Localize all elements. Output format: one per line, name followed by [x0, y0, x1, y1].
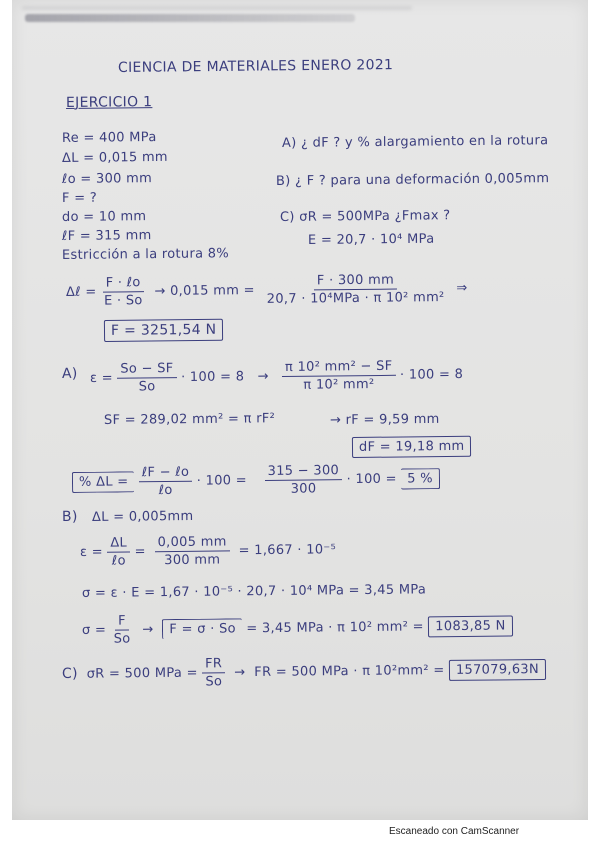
elongation-den: ℓo: [158, 482, 173, 499]
given-f: F = ?: [61, 190, 98, 206]
page-title: CIENCIA DE MATERIALES ENERO 2021: [117, 57, 394, 76]
given-re: Re = 400 MPa: [61, 130, 157, 146]
b-strain-fraction: [107, 535, 130, 568]
b-strain-eq: =: [134, 544, 146, 560]
part-b-dl: ΔL = 0,005mm: [91, 508, 194, 525]
elongation-lhs: % ΔL =: [72, 471, 135, 493]
b-strain-result: = 1,667 · 10⁻⁵: [238, 542, 337, 559]
youngs-modulus: E = 20,7 · 10⁴ MPa: [307, 231, 435, 248]
elongation-result: 5 %: [401, 468, 440, 489]
strain-fraction: [117, 361, 177, 395]
part-a-label: A): [61, 365, 78, 382]
stress-force-eq: [82, 609, 513, 647]
implies-arrow: ⇒: [456, 280, 468, 296]
c-num: FR: [202, 656, 225, 673]
elongation-den2: 300: [290, 481, 317, 497]
equation-force: [66, 272, 468, 309]
stress2-den: So: [113, 631, 131, 647]
scan-artifact: [22, 6, 412, 10]
strain-num: So − SF: [117, 361, 176, 379]
given-lo: ℓo = 300 mm: [61, 171, 153, 187]
c-result: 157079,63N: [449, 659, 546, 681]
part-c-eq: [62, 653, 546, 691]
part-c-label: C): [61, 665, 78, 682]
question-b: B) ¿ F ? para una deformación 0,005mm: [275, 171, 550, 189]
eq1-den2: 20,7 · 10⁴MPa · π 10² mm²: [266, 290, 445, 307]
strain-den2: π 10² mm²: [303, 377, 375, 393]
elongation-eq: [72, 462, 440, 499]
redacted-header-strip: [25, 14, 355, 22]
camscanner-footer: Escaneado con CamScanner: [389, 826, 520, 837]
eq1-fraction: [101, 275, 146, 308]
question-a: A) ¿ dF ? y % alargamiento en la rotura: [281, 133, 549, 151]
elongation-num: ℓF − ℓo: [139, 465, 193, 483]
result-force-box: F = 3251,54 N: [104, 319, 224, 342]
elongation-mid: · 100 =: [196, 473, 248, 489]
c-arrow: →: [234, 665, 246, 681]
b-strain-den2: 300 mm: [164, 552, 221, 569]
strain-mid: · 100 = 8: [180, 369, 245, 386]
stress-line: σ = ε · E = 1,67 · 10⁻⁵ · 20,7 · 10⁴ MPa = 3,45 MPa: [81, 582, 427, 601]
b-strain-den: ℓo: [111, 553, 126, 569]
eq1-arrow: → 0,015 mm =: [154, 283, 255, 300]
b-strain-num: ΔL: [107, 535, 130, 552]
b-strain-num2: 0,005 mm: [154, 534, 229, 552]
c-fraction: [202, 656, 225, 689]
stress2-num: F: [115, 614, 129, 631]
strain-arrow: →: [257, 369, 269, 385]
question-c: C) σR = 500MPa ¿Fmax ?: [279, 208, 451, 225]
final-radius: → rF = 9,59 mm: [329, 411, 440, 428]
given-rf: ℓF = 315 mm: [61, 228, 152, 244]
final-area-line: SF = 289,02 mm² = π rF²: [103, 411, 276, 428]
exercise-heading: EJERCICIO 1: [65, 94, 153, 111]
b-strain-fraction2: [154, 534, 229, 568]
strain-den: So: [138, 379, 156, 395]
strain-num2: π 10² mm² − SF: [282, 359, 396, 377]
given-estriccion: Estricción a la rotura 8%: [61, 246, 230, 263]
stress2-tail: = 3,45 MPa · π 10² mm² =: [246, 619, 424, 637]
elongation-tail: · 100 =: [346, 471, 397, 488]
given-do: do = 10 mm: [61, 209, 147, 225]
stress2-fraction: [110, 613, 133, 646]
eq1-lhs: Δℓ =: [65, 284, 97, 300]
eq1-num: F · ℓo: [103, 275, 144, 292]
stress2-result: 1083,85 N: [428, 615, 513, 637]
elongation-fraction2: [265, 463, 343, 497]
c-lhs: σR = 500 MPa =: [86, 665, 198, 682]
final-diameter-box: dF = 19,18 mm: [352, 436, 472, 458]
stress2-lhs: σ =: [81, 622, 107, 638]
strain-fraction2: [282, 359, 396, 393]
part-b-label: B): [61, 508, 78, 525]
b-strain-lhs: ε =: [79, 544, 104, 560]
stress2-arrow: →: [142, 622, 154, 638]
eq1-fraction2: [263, 272, 447, 307]
elongation-fraction: [139, 465, 193, 499]
part-b-strain: [80, 533, 336, 569]
strain-lhs: ε =: [89, 370, 114, 386]
part-a-strain-eq: [90, 358, 464, 395]
eq1-den: E · So: [103, 293, 143, 309]
c-den: So: [205, 674, 223, 690]
c-tail: FR = 500 MPa · π 10²mm² =: [254, 662, 445, 680]
given-dl: ΔL = 0,015 mm: [61, 149, 168, 166]
elongation-num2: 315 − 300: [265, 463, 343, 481]
scanned-page: [12, 0, 588, 820]
eq1-num2: F · 300 mm: [314, 273, 397, 291]
strain-tail: · 100 = 8: [399, 367, 464, 383]
stress2-box: F = σ · So: [162, 618, 242, 639]
